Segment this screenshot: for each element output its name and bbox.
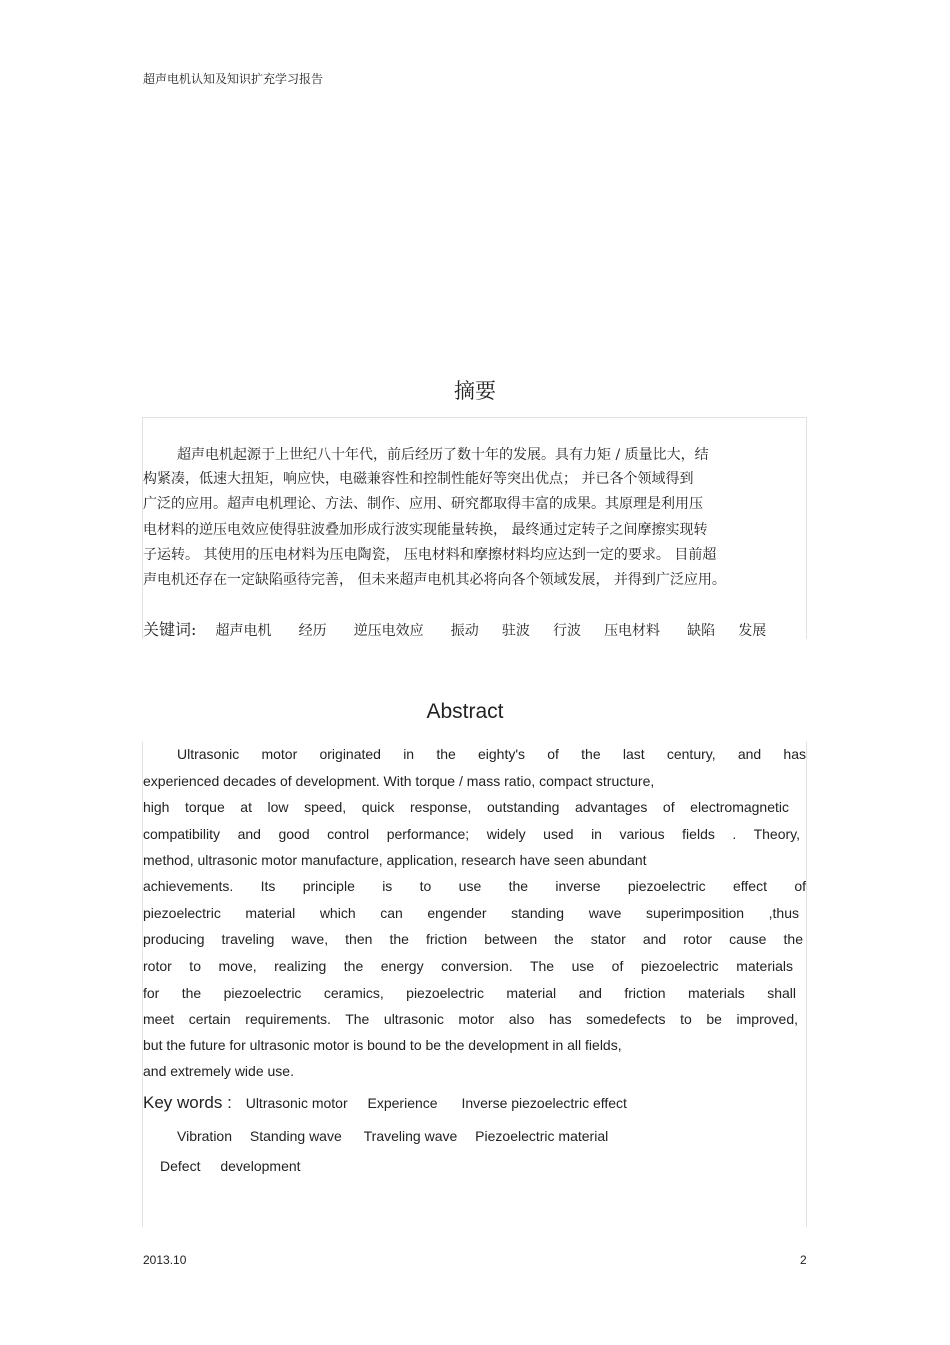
english-abstract-line: method, ultrasonic motor manufacture, application, research have seen abundant xyxy=(143,852,647,868)
chinese-abstract-title: 摘要 xyxy=(454,379,496,403)
english-abstract-line: compatibility and good control performance; widely used in various fields . Theory, xyxy=(143,826,800,842)
keyword: 缺陷 xyxy=(687,623,716,639)
chinese-abstract-line: 子运转。 其使用的压电材料为压电陶瓷， 压电材料和摩擦材料均应达到一定的要求。 目前超 xyxy=(143,547,717,563)
chinese-abstract-line: 广泛的应用。超声电机理论、方法、制作、应用、研究都取得丰富的成果。其原理是利用压 xyxy=(143,496,703,512)
english-abstract-line: achievements. Its principle is to use the inverse piezoelectric effect of xyxy=(143,878,806,894)
keyword: 压电材料 xyxy=(604,623,661,639)
keyword: Experience xyxy=(367,1095,438,1111)
chinese-abstract-line: 超声电机起源于上世纪八十年代，前后经历了数十年的发展。具有力矩 / 质量比大，结 xyxy=(177,447,709,463)
english-abstract-line: meet certain requirements. The ultrasonic motor also has somedefects to be improved, xyxy=(143,1011,798,1027)
english-abstract-line: and extremely wide use. xyxy=(143,1063,294,1079)
english-keywords-row xyxy=(143,1093,627,1113)
keyword: Standing wave xyxy=(249,1128,342,1144)
keyword: Defect xyxy=(160,1158,201,1174)
english-keywords-row xyxy=(177,1128,608,1144)
keyword: 超声电机 xyxy=(215,623,272,639)
english-abstract-line: producing traveling wave, then the friction between the stator and rotor cause the xyxy=(143,931,803,947)
keyword: 行波 xyxy=(552,623,581,639)
keyword: 发展 xyxy=(738,623,767,639)
chinese-abstract-line: 电材料的逆压电效应使得驻波叠加形成行波实现能量转换， 最终通过定转子之间摩擦实现转 xyxy=(143,522,708,538)
keyword: development xyxy=(220,1158,301,1174)
frame-top-border xyxy=(142,417,807,418)
english-abstract-line: high torque at low speed, quick response, outstanding advantages of electromagnetic xyxy=(143,799,789,815)
chinese-abstract-line: 构紧凑，低速大扭矩，响应快，电磁兼容性和控制性能好等突出优点； 并已各个领域得到 xyxy=(143,471,694,487)
english-abstract-title: Abstract xyxy=(426,700,504,723)
english-abstract-line: but the future for ultrasonic motor is bound to be the development in all fields, xyxy=(143,1037,622,1053)
keyword: Piezoelectric material xyxy=(475,1128,609,1144)
english-abstract-line: for the piezoelectric ceramics, piezoelectric material and friction materials shall xyxy=(143,985,796,1001)
keyword: 经历 xyxy=(298,623,327,639)
keyword: Traveling wave xyxy=(363,1128,458,1144)
footer-date: 2013.10 xyxy=(143,1253,187,1267)
page-number: 2 xyxy=(800,1253,807,1267)
chinese-abstract-line: 声电机还存在一定缺陷亟待完善， 但未来超声电机其必将向各个领域发展， 并得到广泛应用。 xyxy=(143,572,726,588)
keyword: Vibration xyxy=(177,1128,233,1144)
keyword: 驻波 xyxy=(501,623,530,639)
english-keywords-row xyxy=(160,1158,301,1174)
chinese-keywords-row xyxy=(143,617,766,640)
frame-right-border xyxy=(806,742,807,1227)
keyword: 逆压电效应 xyxy=(353,623,424,639)
running-header: 超声电机认知及知识扩充学习报告 xyxy=(143,72,324,86)
keywords-label: 关键词: xyxy=(143,620,197,639)
keyword: Inverse piezoelectric effect xyxy=(461,1095,627,1111)
english-abstract-line: experienced decades of development. With torque / mass ratio, compact structure, xyxy=(143,773,655,789)
keywords-label: Key words : xyxy=(143,1093,232,1112)
english-abstract-line: Ultrasonic motor originated in the eighty's of the last century, and has xyxy=(177,746,806,762)
english-abstract-line: rotor to move, realizing the energy conversion. The use of piezoelectric materials xyxy=(143,958,793,974)
frame-right-border xyxy=(806,417,807,639)
keyword: 振动 xyxy=(450,623,479,639)
keyword: Ultrasonic motor xyxy=(245,1095,348,1111)
english-abstract-line: piezoelectric material which can engender standing wave superimposition ,thus xyxy=(143,905,799,921)
